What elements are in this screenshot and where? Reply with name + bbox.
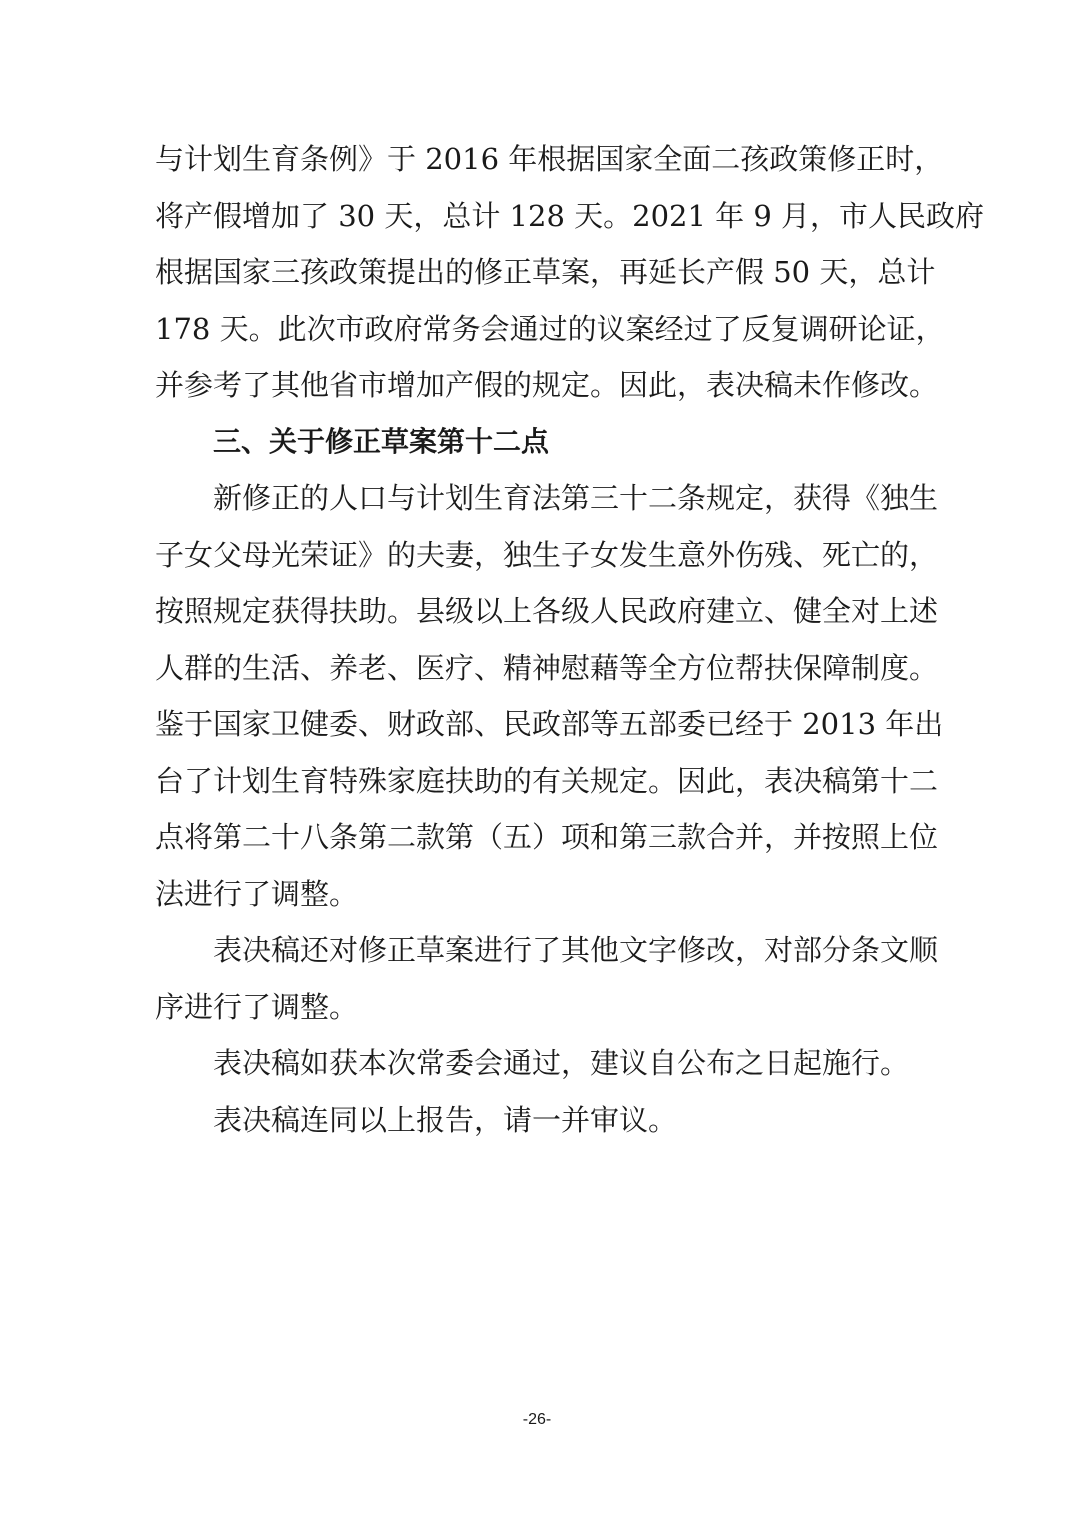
text-line: 表决稿连同以上报告，请一并审议。 [213, 1103, 678, 1137]
text-line: 子女父母光荣证》的夫妻，独生子女发生意外伤残、死亡的， [155, 538, 939, 572]
text-line: 新修正的人口与计划生育法第三十二条规定，获得《独生 [213, 481, 939, 515]
text-line: 与计划生育条例》于 2016 年根据国家全面二孩政策修正时， [155, 142, 944, 176]
text-line: 台了计划生育特殊家庭扶助的有关规定。因此，表决稿第十二 [155, 764, 939, 798]
text-line: 点将第二十八条第二款第（五）项和第三款合并，并按照上位 [155, 820, 939, 854]
text-line: 根据国家三孩政策提出的修正草案，再延长产假 50 天，总计 [155, 255, 936, 289]
text-line: 并参考了其他省市增加产假的规定。因此，表决稿未作修改。 [155, 368, 939, 402]
section-heading: 三、关于修正草案第十二点 [213, 425, 550, 458]
text-line: 表决稿如获本次常委会通过，建议自公布之日起施行。 [213, 1046, 910, 1080]
text-line: 表决稿还对修正草案进行了其他文字修改，对部分条文顺 [213, 933, 939, 967]
page-number: -26- [522, 1411, 552, 1428]
text-line: 序进行了调整。 [155, 990, 359, 1024]
text-line: 鉴于国家卫健委、财政部、民政部等五部委已经于 2013 年出 [155, 707, 944, 741]
text-line: 法进行了调整。 [155, 877, 359, 911]
text-line: 按照规定获得扶助。县级以上各级人民政府建立、健全对上述 [155, 594, 939, 628]
text-line: 人群的生活、养老、医疗、精神慰藉等全方位帮扶保障制度。 [155, 651, 939, 685]
text-line: 178 天。此次市政府常务会通过的议案经过了反复调研论证， [155, 312, 945, 346]
text-line: 将产假增加了 30 天，总计 128 天。2021 年 9 月，市人民政府 [155, 199, 985, 233]
